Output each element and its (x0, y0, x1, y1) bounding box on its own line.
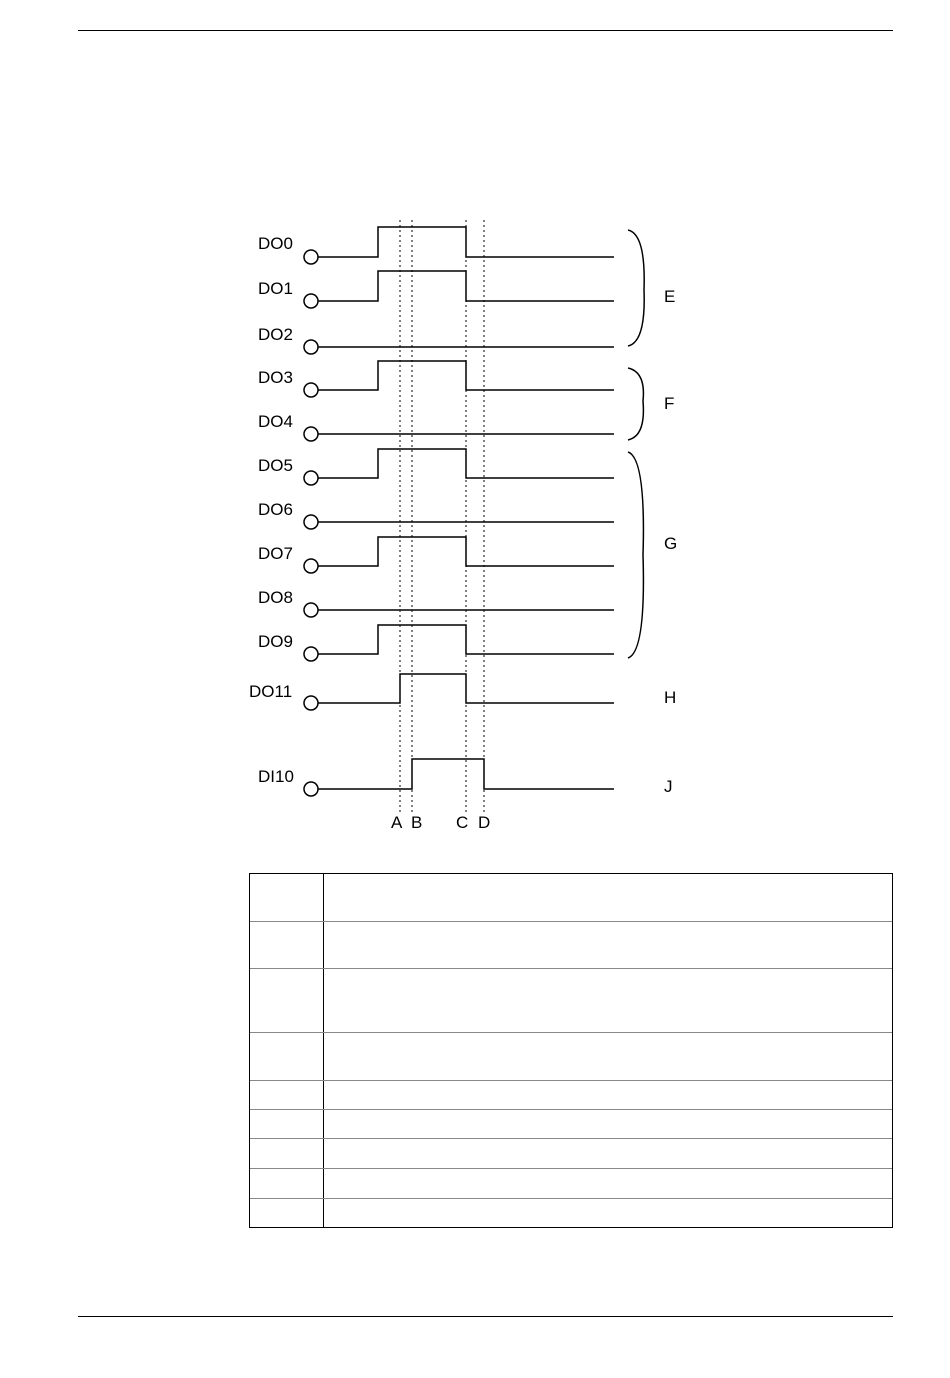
table-key-cell (250, 922, 324, 969)
table-row (250, 921, 892, 969)
signal-row (258, 227, 614, 264)
table-row (250, 874, 892, 921)
signal-label: DO3 (258, 368, 293, 387)
signal-waveform (318, 625, 614, 654)
signal-waveform (318, 361, 614, 390)
table-desc-cell (325, 1139, 892, 1169)
table-row (250, 1080, 892, 1110)
signal-waveform (318, 227, 614, 257)
group-label-f: F (664, 394, 675, 413)
table-row (250, 1109, 892, 1139)
signal-label: DO0 (258, 234, 293, 253)
table-key-cell (250, 1110, 324, 1139)
brace-f (628, 368, 643, 440)
signal-row (258, 271, 614, 308)
signal-waveform (318, 674, 614, 703)
signal-row (258, 325, 614, 354)
table-desc-cell (325, 1169, 892, 1199)
terminal-circle (304, 340, 318, 354)
signal-waveform (318, 271, 614, 301)
table-desc-cell (325, 1081, 892, 1110)
group-label-e: E (664, 287, 676, 306)
table-row (250, 968, 892, 1033)
terminal-circle (304, 471, 318, 485)
terminal-circle (304, 250, 318, 264)
table-key-cell (250, 1199, 324, 1228)
signal-label: DO6 (258, 500, 293, 519)
terminal-circle (304, 294, 318, 308)
table-desc-cell (325, 1033, 892, 1081)
signal-label: DO7 (258, 544, 293, 563)
group-label-h: H (664, 688, 677, 707)
terminal-circle (304, 427, 318, 441)
table-desc-cell (325, 969, 892, 1033)
brace-g (628, 452, 643, 658)
table-key-cell (250, 1033, 324, 1081)
table-row (250, 1032, 892, 1081)
terminal-circle (304, 696, 318, 710)
signal-row (249, 674, 614, 710)
signal-waveform (318, 537, 614, 566)
terminal-circle (304, 383, 318, 397)
marker-label-b: B (411, 813, 423, 832)
terminal-circle (304, 515, 318, 529)
table-row (250, 1138, 892, 1169)
signal-row (258, 361, 614, 397)
signal-label: DO8 (258, 588, 293, 607)
terminal-circle (304, 559, 318, 573)
table-row (250, 1168, 892, 1199)
table-key-cell (250, 969, 324, 1033)
marker-label-c: C (456, 813, 469, 832)
table-key-cell (250, 874, 324, 921)
footer-rule (78, 1316, 893, 1317)
table-desc-cell (325, 1110, 892, 1139)
signal-row (258, 588, 614, 617)
group-label-g: G (664, 534, 678, 553)
marker-label-d: D (478, 813, 491, 832)
terminal-circle (304, 647, 318, 661)
signal-label: DO5 (258, 456, 293, 475)
terminal-circle (304, 603, 318, 617)
signal-label: DO4 (258, 412, 293, 431)
legend-table (249, 873, 893, 1228)
signal-label: DO11 (249, 682, 293, 701)
signal-row (258, 449, 614, 485)
signal-row (258, 412, 614, 441)
signal-row (258, 625, 614, 661)
table-row (250, 1198, 892, 1228)
marker-lines (400, 220, 484, 815)
table-desc-cell (325, 922, 892, 969)
signal-label: DO2 (258, 325, 293, 344)
marker-label-a: A (391, 813, 403, 832)
brace-e (628, 230, 644, 346)
signal-waveform (318, 449, 614, 478)
signal-label: DO1 (258, 279, 293, 298)
signal-row (258, 537, 614, 573)
table-desc-cell (325, 1199, 892, 1228)
table-desc-cell (325, 874, 892, 921)
terminal-circle (304, 782, 318, 796)
signal-label: DI10 (258, 767, 294, 786)
signal-label: DO9 (258, 632, 293, 651)
table-key-cell (250, 1081, 324, 1110)
group-label-j: J (664, 777, 673, 796)
signal-row (258, 500, 614, 529)
signal-row (258, 759, 614, 796)
group-braces (628, 230, 644, 658)
table-key-cell (250, 1169, 324, 1199)
table-key-cell (250, 1139, 324, 1169)
signal-waveform (318, 759, 614, 789)
